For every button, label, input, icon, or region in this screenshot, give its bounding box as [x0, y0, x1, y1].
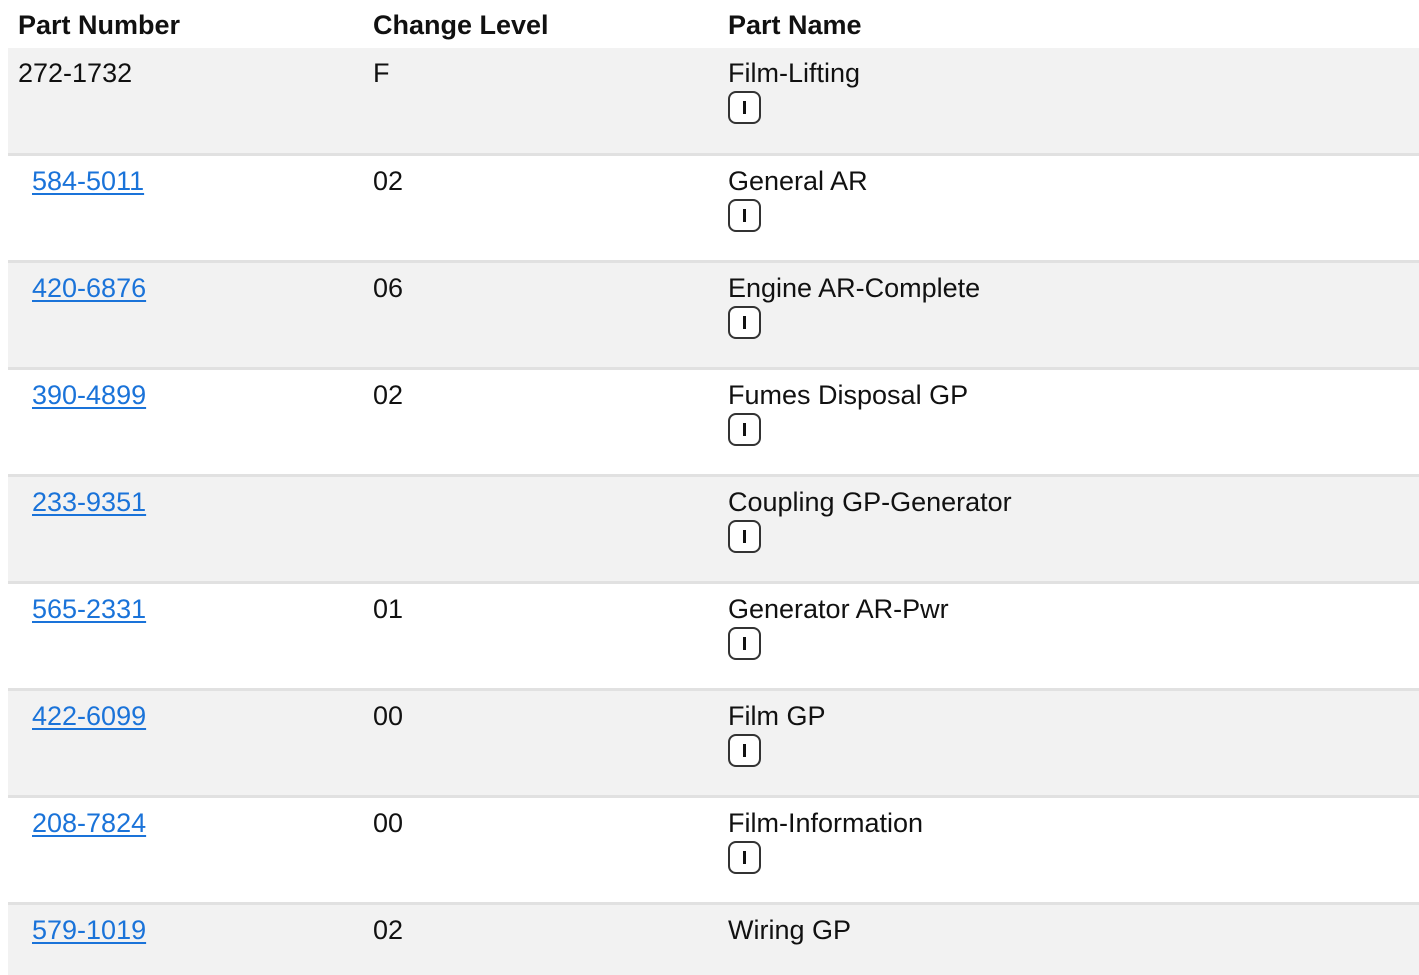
part-number: 272-1732 — [18, 58, 133, 88]
change-level: 02 — [373, 915, 404, 945]
table-row — [8, 48, 1419, 156]
table-row — [8, 691, 1419, 798]
part-name: Generator AR-Pwr — [728, 594, 949, 624]
info-bar-glyph — [743, 101, 746, 114]
part-name: Film-Lifting — [728, 58, 861, 88]
part-name: Film-Information — [728, 808, 924, 838]
change-level: 06 — [373, 273, 404, 303]
part-number-link[interactable]: 390-4899 — [32, 380, 147, 410]
info-bar-glyph — [743, 851, 746, 864]
parts-table — [8, 0, 1419, 975]
info-button-icon[interactable] — [728, 627, 761, 660]
table-row — [8, 798, 1419, 905]
part-number-link[interactable]: 420-6876 — [32, 273, 147, 303]
info-button-icon[interactable] — [728, 413, 761, 446]
part-number-link[interactable]: 584-5011 — [32, 166, 145, 196]
info-button-icon[interactable] — [728, 520, 761, 553]
part-number-link[interactable]: 422-6099 — [32, 701, 147, 731]
change-level: 00 — [373, 701, 404, 731]
header-part-name: Part Name — [728, 10, 862, 40]
change-level: 01 — [373, 594, 404, 624]
info-button-icon[interactable] — [728, 91, 761, 124]
header-part-number: Part Number — [18, 10, 181, 40]
info-bar-glyph — [743, 530, 746, 543]
change-level: 02 — [373, 166, 404, 196]
table-row — [8, 584, 1419, 691]
info-bar-glyph — [743, 423, 746, 436]
change-level: 02 — [373, 380, 404, 410]
part-name: Wiring GP — [728, 915, 852, 945]
part-number-link[interactable]: 579-1019 — [32, 915, 147, 945]
info-bar-glyph — [743, 209, 746, 222]
part-name: General AR — [728, 166, 868, 196]
part-name: Film GP — [728, 701, 826, 731]
table-row — [8, 370, 1419, 477]
table-row — [8, 477, 1419, 584]
info-button-icon[interactable] — [728, 306, 761, 339]
table-header — [8, 0, 1419, 48]
table-row — [8, 156, 1419, 263]
part-number-link[interactable]: 233-9351 — [32, 487, 147, 517]
info-bar-glyph — [743, 744, 746, 757]
info-bar-glyph — [743, 316, 746, 329]
part-number-link[interactable]: 565-2331 — [32, 594, 147, 624]
change-level: 00 — [373, 808, 404, 838]
part-name: Engine AR-Complete — [728, 273, 981, 303]
part-number-link[interactable]: 208-7824 — [32, 808, 147, 838]
change-level: F — [373, 58, 390, 88]
table-row — [8, 905, 1419, 975]
header-change-level: Change Level — [373, 10, 549, 40]
info-button-icon[interactable] — [728, 199, 761, 232]
info-bar-glyph — [743, 637, 746, 650]
table-row — [8, 263, 1419, 370]
info-button-icon[interactable] — [728, 841, 761, 874]
part-name: Fumes Disposal GP — [728, 380, 969, 410]
part-name: Coupling GP-Generator — [728, 487, 1012, 517]
info-button-icon[interactable] — [728, 734, 761, 767]
